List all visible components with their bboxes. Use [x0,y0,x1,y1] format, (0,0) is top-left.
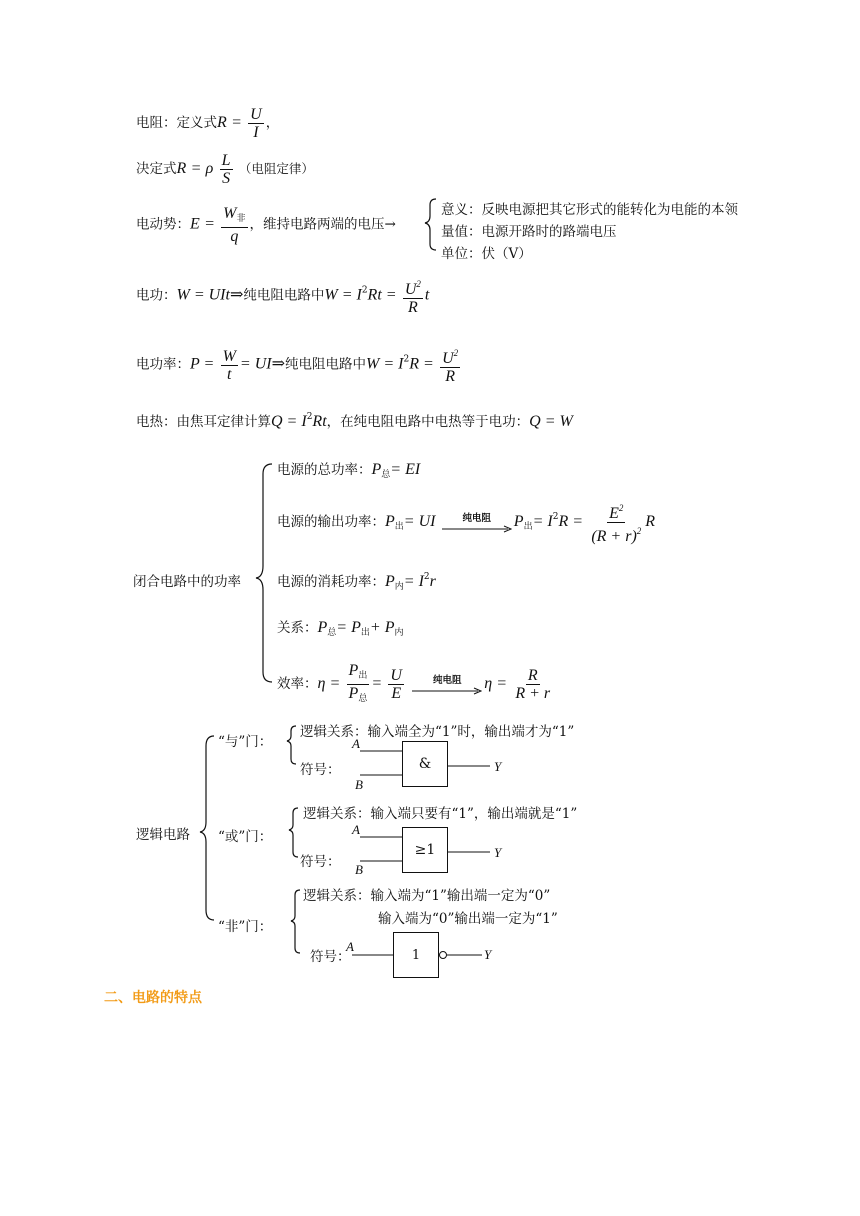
heat-mid: ，在纯电阻电路中电热等于电功： [326,414,530,430]
logic-title: 逻辑电路 [136,827,190,843]
and-brace [287,726,296,764]
section-heading: 二、电路的特点 [104,990,202,1006]
emf-item-value: 量值：电源开路时的路端电压 [441,224,617,240]
denominator-sub: 总 [358,693,368,703]
not-input-a: A [346,939,354,954]
emf-tail: ，维持电路两端的电压→ [249,216,396,233]
not-gate-symbol-label: 符号： [310,949,351,965]
total-rhs: = EI [390,461,421,478]
power-eq: = UI [239,355,272,373]
arrow-label: 纯电阻 [433,674,462,686]
power-label: 电功率： [136,356,190,373]
efficiency-eta: η = [317,675,341,692]
superscript-2: 2 [423,572,430,582]
rho-symbol: ρ [205,160,214,177]
numerator-main: E [609,505,619,522]
loss-p: P [385,573,395,590]
or-gate-symbol: ≥1 [414,842,436,858]
superscript-2: 2 [552,512,559,522]
numerator: W [222,347,236,365]
and-gate-symbol: & [418,756,432,772]
work-tail: t [424,286,430,304]
heat-eq2: Q = W [529,413,573,430]
relation-plus: + P [369,619,395,636]
and-output-y: Y [494,759,502,774]
equals-sign: = [204,215,215,233]
law-lhs: R [176,160,187,177]
output-sub2: 出 [523,522,533,532]
numerator: U [390,667,402,684]
or-gate-symbol-label: 符号： [300,854,341,870]
superscript-2: 2 [361,285,368,296]
relation-mid: = P [336,619,361,636]
loss-sub: 内 [394,582,404,592]
output-label: 电源的输出功率： [277,514,385,530]
denominator: I [253,124,259,141]
denominator: t [227,365,232,383]
total-sub: 总 [381,470,391,480]
numerator: L [221,152,231,169]
efficiency-label: 效率： [277,676,318,692]
superscript-2: 2 [636,526,642,536]
equals-sign: = [190,160,202,177]
resistance-def-lhs: R [217,114,227,131]
closed-circuit-title: 闭合电路中的功率 [133,574,241,590]
work-mid: 纯电阻电路中 [243,287,325,304]
superscript-2: 2 [306,412,313,422]
heat-label: 电热：由焦耳定律计算 [136,414,271,430]
and-gate-symbol-label: 符号： [300,762,341,778]
superscript-2: 2 [416,279,421,289]
emf-item-meaning: 意义：反映电源把其它形式的能转化为电能的本领 [441,202,738,218]
heat-eq: Q = I [271,413,307,430]
denominator: R [445,368,455,385]
numerator-main: U [404,281,417,298]
work-label: 电功： [136,287,177,304]
loss-label: 电源的消耗功率： [277,574,385,590]
denominator: S [222,170,231,187]
efficiency-eta2: η = [484,675,508,692]
numerator-main: U [442,350,454,367]
numerator: R [527,667,538,684]
or-input-a: A [352,822,360,837]
output-p: P [385,513,395,530]
emf-lhs: E [190,215,200,233]
resistance-law-label: 决定式 [136,161,177,177]
power-mid: 纯电阻电路中 [285,356,366,373]
numerator-sub: 出 [358,670,368,680]
and-input-a: A [352,736,360,751]
or-output-y: Y [494,845,502,860]
denominator-main: P [348,685,359,702]
not-brace [291,890,300,953]
emf-item-unit: 单位：伏（V） [441,246,532,262]
comma: ， [265,115,280,131]
and-gate-label: “与”门： [218,734,273,750]
output-rhs: = UI [403,513,436,530]
total-p: P [371,461,382,478]
denominator: R + r [515,685,551,702]
resistance-law-note: （电阻定律） [238,161,314,176]
numerator: U [250,106,262,123]
not-bubble [440,952,447,959]
output-rhs2b: R = [558,513,584,530]
or-gate-label: “或”门： [218,829,273,845]
denominator: R [408,299,418,316]
not-gate-relation-1: 逻辑关系：输入端为“1”输出端一定为“0” [303,888,551,904]
output-sub: 出 [394,522,404,532]
relation-label: 关系： [277,620,318,636]
implies-arrow: ⇒ [271,353,285,373]
output-rhs2: = I [532,513,553,530]
power-eq2: W = I [366,355,404,373]
superscript-2: 2 [403,354,410,365]
logic-brace [200,736,214,920]
relation-sub3: 内 [394,628,404,638]
numerator-main: W [223,205,237,222]
closed-circuit-brace [256,464,272,682]
numerator-main: P [348,662,359,679]
and-input-b: B [355,777,363,792]
denominator: E [391,685,402,702]
loss-rhs: = I [403,573,424,590]
not-gate-relation-2: 输入端为“0”输出端一定为“1” [378,911,558,927]
superscript-2: 2 [618,503,624,513]
power-eq2b: R = [409,355,434,373]
denominator: q [230,228,239,245]
or-gate-relation: 逻辑关系：输入端只要有“1”，输出端就是“1” [303,806,578,822]
not-gate-symbol: 1 [411,947,421,963]
not-output-y: Y [484,947,492,962]
resistance-label: 电阻：定义式 [136,115,217,131]
power-lhs: P = [190,355,215,373]
loss-tail: r [429,573,436,590]
output-p2: P [513,513,524,530]
denominator-main: (R + r) [591,528,637,545]
and-gate-relation: 逻辑关系：输入端全为“1”时，输出端才为“1” [300,724,575,740]
or-input-b: B [355,862,363,877]
emf-brace [425,199,436,250]
not-gate-label: “非”门： [218,919,273,935]
emf-label: 电动势： [136,216,190,233]
or-brace [289,808,298,857]
relation-sub2: 出 [360,628,370,638]
relation-p: P [317,619,328,636]
output-tail: R [645,513,656,530]
work-eq1: W = UIt [176,286,230,304]
heat-eqb: Rt [312,413,327,430]
relation-sub1: 总 [327,628,337,638]
total-label: 电源的总功率： [277,462,372,478]
arrow-label: 纯电阻 [462,512,492,524]
work-eq2: W = I [324,286,362,304]
efficiency-eq2: = [371,675,383,692]
implies-arrow: ⇒ [229,284,244,304]
superscript-2: 2 [453,348,459,358]
work-eq2b: Rt = [367,286,397,304]
equals-sign: = [231,114,242,131]
numerator-sub: 非 [236,213,246,223]
